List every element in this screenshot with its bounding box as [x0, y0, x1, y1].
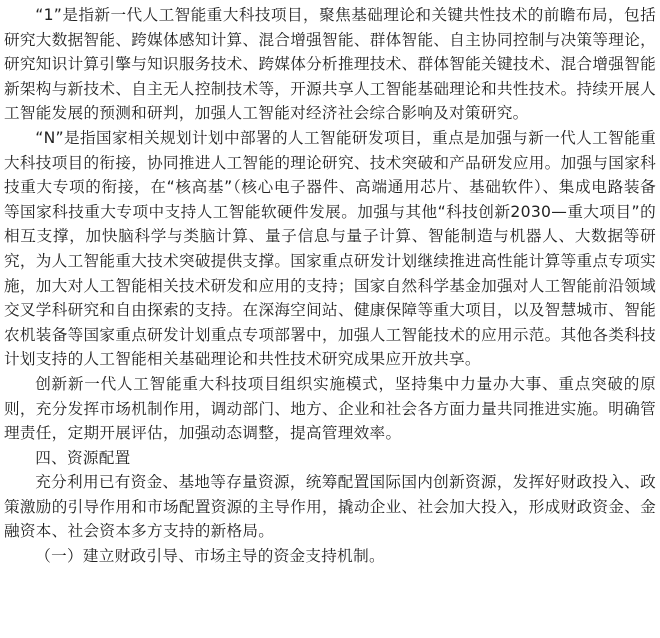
section-heading: 四、资源配置: [35, 448, 131, 467]
sub-heading: （一）建立财政引导、市场主导的资金支持机制。: [35, 547, 385, 566]
paragraph-one-n-project: “1”是指新一代人工智能重大科技项目，聚焦基础理论和关键共性技术的前瞻布局，包括研究大数据智能、跨媒体感知计算、混合增强智能、群体智能、自主协同控制与决策等理论，研究知识计算引擎与知识服务技术、跨媒体分析推理技术、群体智能关键技术、混合增强智能新架构与新技术、自主无人控制技术等，开源共享人工智能基础理论和共性技术。持续开展人工智能发展的预测和研判，加强人工智能对经济社会综合影响及对策研究。: [4, 6, 656, 123]
paragraph-resource-allocation: 充分利用已有资金、基地等存量资源，统筹配置国际国内创新资源，发挥好财政投入、政策激励的引导作用和市场配置资源的主导作用，撬动企业、社会加大投入，形成财政资金、金融资本、社会资本多方支持的新格局。: [4, 473, 656, 541]
paragraph-organization-mode: 创新新一代人工智能重大科技项目组织实施模式，坚持集中力量办大事、重点突破的原则，充分发挥市场机制作用，调动部门、地方、企业和社会各方面力量共同推进实施。明确管理责任，定期开展评估，加强动态调整，提高管理效率。: [4, 374, 656, 443]
paragraph-n-projects: “N”是指国家相关规划计划中部署的人工智能研发项目，重点是加强与新一代人工智能重大科技项目的衔接，协同推进人工智能的理论研究、技术突破和产品研发应用。加强与国家科技重大专项的衔接，在“核高基”（核心电子器件、高端通用芯片、基础软件）、集成电路装备等国家科技重大专项中支持人工智能软硬件发展。加强与其他“科技创新2030—重大项目”的相互支撑，加快脑科学与类脑计算、量子信息与量子计算、智能制造与机器人、大数据等研究，为人工智能重大技术突破提供支撑。国家重点研发计划继续推进高性能计算等重点专项实施，加大对人工智能相关技术研发和应用的支持；国家自然科学基金加强对人工智能前沿领域交叉学科研究和自由探索的支持。在深海空间站、健康保障等重大项目，以及智慧城市、智能农机装备等国家重点研发计划重点专项部署中，加强人工智能技术的应用示范。其他各类科技计划支持的人工智能相关基础理论和共性技术研究成果应开放共享。: [4, 128, 656, 369]
